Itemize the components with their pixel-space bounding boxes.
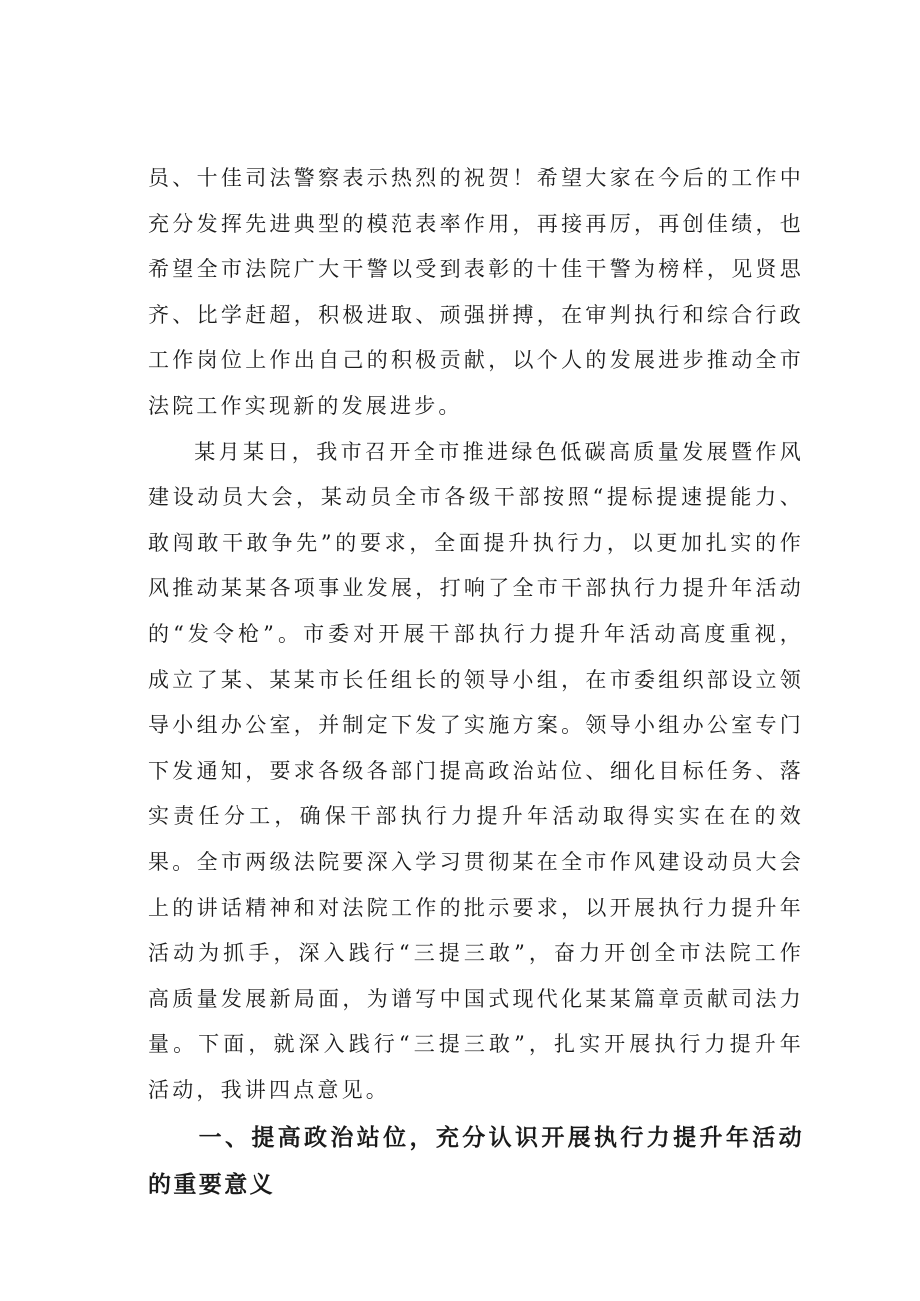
- document-body: [148, 156, 804, 1209]
- paragraph-continued: 员、十佳司法警察表示热烈的祝贺！希望大家在今后的工作中充分发挥先进典型的模范表率作用，再接再厉，再创佳绩，也希望全市法院广大干警以受到表彰的十佳干警为榜样，见贤思齐、比学赶超，积极进取、顽强拼搏，在审判执行和综合行政工作岗位上作出自己的积极贡献，以个人的发展进步推动全市法院工作实现新的发展进步。: [148, 166, 804, 418]
- section-heading: 一、提高政治站位，充分认识开展执行力提升年活动的重要意义: [148, 1125, 804, 1199]
- paragraph-meeting: 某月某日，我市召开全市推进绿色低碳高质量发展暨作风建设动员大会，某动员全市各级干部按照“提标提速提能力、敢闯敢干敢争先”的要求，全面提升执行力，以更加扎实的作风推动某某各项事业发展，打响了全市干部执行力提升年活动的“发令枪”。市委对开展干部执行力提升年活动高度重视，成立了某、某某市长任组长的领导小组，在市委组织部设立领导小组办公室，并制定下发了实施方案。领导小组办公室专门下发通知，要求各级各部门提高政治站位、细化目标任务、落实责任分工，确保干部执行力提升年活动取得实实在在的效果。全市两级法院要深入学习贯彻某在全市作风建设动员大会上的讲话精神和对法院工作的批示要求，以开展执行力提升年活动为抓手，深入践行“三提三敢”，奋力开创全市法院工作高质量发展新局面，为谱写中国式现代化某某篇章贡献司法力量。下面，就深入践行“三提三敢”，扎实开展执行力提升年活动，我讲四点意见。: [148, 439, 804, 1102]
